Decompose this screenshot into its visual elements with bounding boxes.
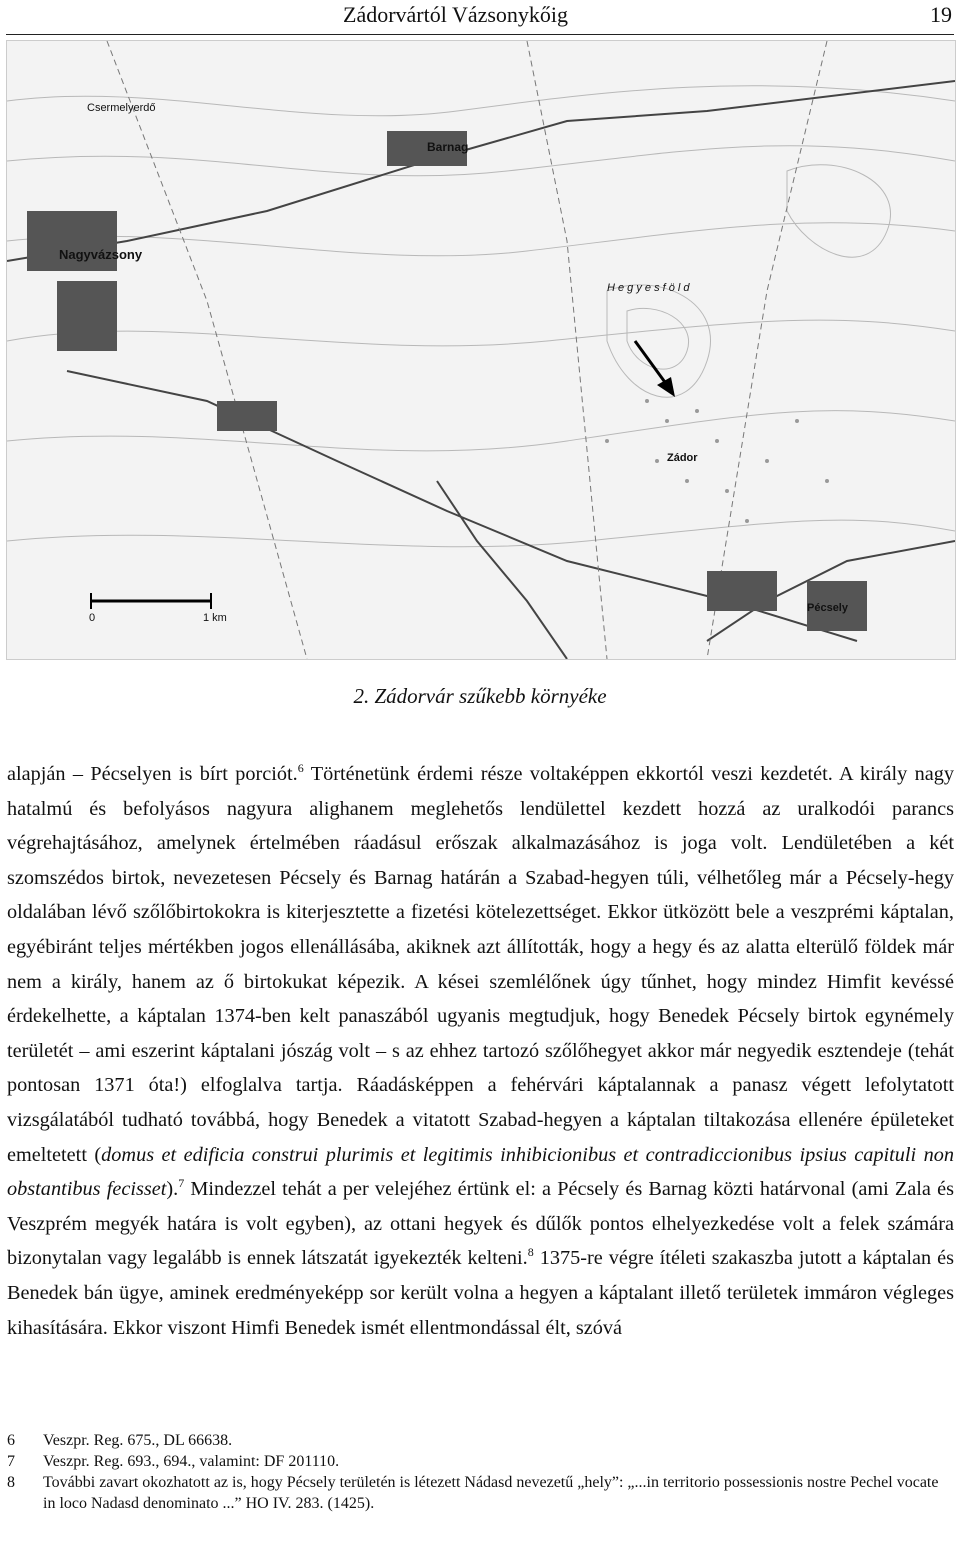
map-drawing xyxy=(7,41,955,659)
map-label-kolostor: Csermelyerdő xyxy=(87,102,156,114)
text-run: 1375-re végre ítéleti szakaszba jutott a káptalan és Benedek bán ügye, aminek eredményeképp sor került volna a hegyen a káptalant illető területek immáron végleges kihasítására. Ekkor viszont Himfi Benedek ismét ellentmondással élt, szóvá xyxy=(7,1247,955,1339)
footnote-item xyxy=(7,1472,954,1514)
text-run: ). xyxy=(166,1178,179,1201)
footnote-number: 7 xyxy=(7,1453,15,1470)
footnote-text: Veszpr. Reg. 675., DL 66638. xyxy=(43,1432,233,1449)
text-run: Történetünk érdemi része voltaképpen ekkortól veszi kezdetét. A király nagy hatalmú és befolyásos nagyura alighanem meglehetős lendülettel kezdett hozzá az uralkodói parancs végrehajtásához, amelynek értelmében ráadásul erőszak alkalmazásához is joga volt. Lendületében a két szomszédos birtok, nevezetesen Pécsely és Barnag határán a Szabad-hegyen túli, vélhetőleg már a Pécsely-hegy oldalában lévő szőlőbirtokokra is kiterjesztette a fizetési kötelezettséget. Ekkor ütközött bele a veszprémi káptalan, egyébiránt teljes mértékben jogos ellenállásába, akiknek azt állították, hogy a hegy és az alatta elterülő földek már nem a király, hanem az ő birtokukat képezik. A kései szemlélőnek úgy tűnhet, hogy mindez Himfit kevéssé érdekelhette, a káptalan 1374-ben kelt panaszából ugyanis megtudjuk, hogy Benedek Pécsely birtok egynémely területét – ami eszerint káptalani jószág volt – s az ehhez tartozó szőlőhegyet akkor már negyedik esztendeje (tehát pontosan 1371 óta!) elfoglalva tartja. Ráadásképpen a fehérvári káptalannak a panasz végett lefolytatott vizsgálatából tudható továbbá, hogy Benedek a vitatott Szabad-hegyen a káptalan tiltakozása ellenére épületeket emeltetett ( xyxy=(7,763,954,1166)
scale-zero-label: 0 xyxy=(89,612,96,624)
map-label-zador: Zádor xyxy=(667,452,698,464)
map-label-pecsely: Pécsely xyxy=(807,602,848,614)
figure-caption: 2. Zádorvár szűkebb környéke xyxy=(353,684,607,708)
footnote-ref-7[interactable]: 7 xyxy=(178,1176,185,1191)
body-text xyxy=(7,757,954,1345)
text-run: Mindezzel tehát a per velejéhez értünk el: a Pécsely és Barnag közti határvonal (ami Zala és Veszprém megyék határa is volt egyben), az ottani hegyek és dűlők pontos elhelyezkedése volt a felek számára bizonytalan vagy legalább is ennek látszatát igyekezték kelteni. xyxy=(7,1178,954,1270)
text-run: alapján – Pécselyen is bírt porciót. xyxy=(7,763,298,785)
footnote-number: 8 xyxy=(7,1474,15,1491)
footnote-text: További zavart okozhatott az is, hogy Pécsely területén is létezett Nádasd nevezetű „hely”: „...in territorio possessionis nostre Pechel vocate in loco Nadasd denominato ...” HO IV. 283. (1425). xyxy=(43,1474,939,1512)
footnote-ref-8[interactable]: 8 xyxy=(527,1245,534,1260)
footnote-ref-6[interactable]: 6 xyxy=(297,761,304,776)
scale-bar xyxy=(91,593,211,609)
header-divider xyxy=(6,34,954,35)
footnote-item xyxy=(7,1430,954,1451)
page-number: 19 xyxy=(930,2,952,27)
running-title: Zádorvártól Vázsonykőig xyxy=(343,2,569,27)
footnote-number: 6 xyxy=(7,1432,15,1449)
paragraph xyxy=(7,757,954,1345)
scale-km-label: 1 km xyxy=(203,612,227,624)
footnote-text: Veszpr. Reg. 693., 694., valamint: DF 201110. xyxy=(43,1453,340,1470)
map-label-nagyvazsony: Nagyvázsony xyxy=(59,247,143,262)
latin-quote: domus et edificia construi plurimis et legitimis inhibicionibus et contradiccionibus ipsius capituli non obstantibus fecisset xyxy=(7,1143,955,1201)
footnotes xyxy=(7,1430,954,1514)
footnote-item xyxy=(7,1451,954,1472)
map-label-barnag: Barnag xyxy=(427,140,469,154)
topographic-map xyxy=(6,40,956,660)
page-header xyxy=(0,0,960,36)
map-label-hegy: H e g y e s f ö l d xyxy=(607,282,690,294)
